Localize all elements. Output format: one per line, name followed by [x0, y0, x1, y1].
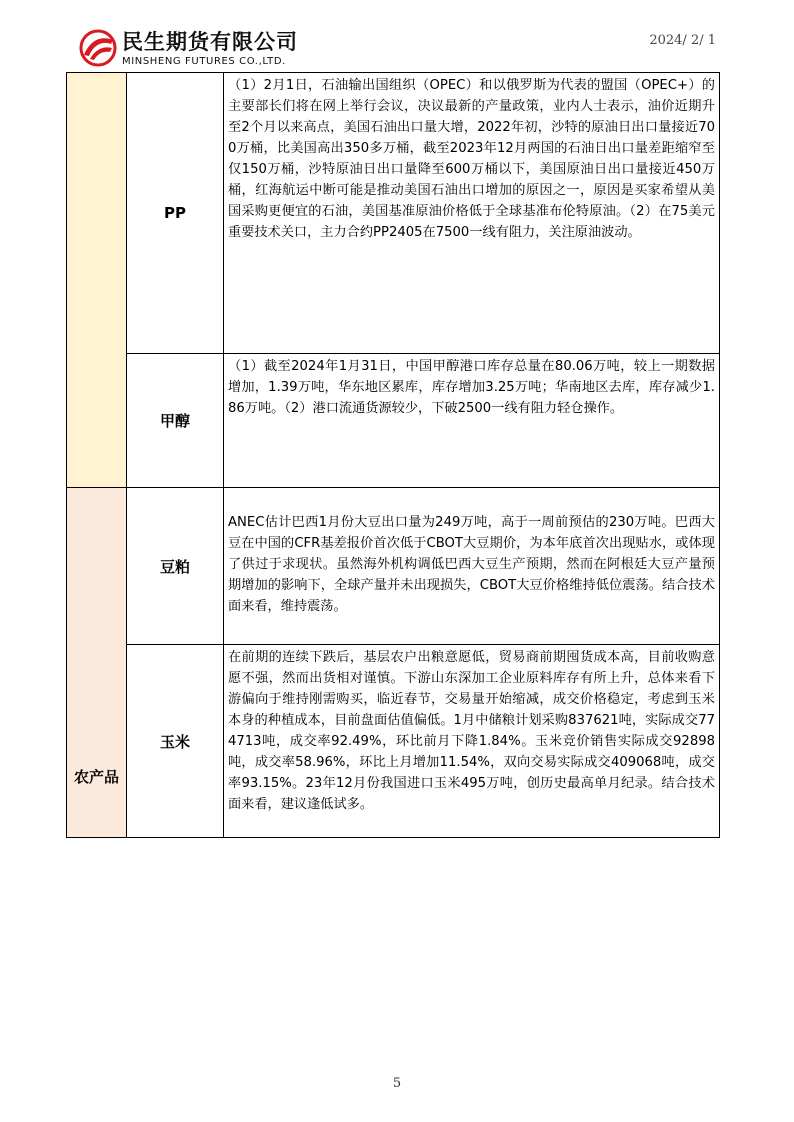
section-label	[67, 437, 126, 487]
commentary-text: ANEC估计巴西1月份大豆出口量为249万吨，高于一周前预估的230万吨。巴西大豆在中国的CFR基差报价首次低于CBOT大豆期价，为本年底首次出现贴水，或体现了供过于求现状。虽然海外机构调低巴西大豆生产预期，然而在阿根廷大豆产量预期增加的影响下，全球产量并未出现损失，CBOT大豆价格维持低位震荡。结合技术面来看，维持震荡。	[228, 515, 715, 614]
product-name: 甲醇	[159, 412, 190, 430]
company-name-en: MINSHENG FUTURES CO.,LTD.	[122, 56, 286, 67]
table-row	[67, 354, 720, 488]
section-label: 农产品	[73, 768, 119, 786]
commentary-cell	[224, 645, 720, 838]
table-row	[67, 488, 720, 645]
table-row	[67, 73, 720, 354]
product-name: PP	[164, 204, 186, 222]
commentary-cell	[224, 73, 720, 354]
commodity-report-table	[66, 72, 720, 838]
table-row	[67, 645, 720, 838]
report-date: 2024/ 2/ 1	[649, 33, 716, 48]
section-cell-agriculture	[67, 488, 127, 838]
product-cell	[127, 645, 224, 838]
commentary-cell	[224, 354, 720, 488]
product-cell	[127, 354, 224, 488]
product-name: 玉米	[159, 732, 190, 751]
company-name-cn: 民生期货有限公司	[122, 30, 298, 54]
commentary-text: （1）2月1日，石油输出国组织（OPEC）和以俄罗斯为代表的盟国（OPEC+）的主要部长们将在网上举行会议，决议最新的产量政策，业内人士表示，油价近期升至2个月以来高点，美国石油出口量大增，2022年初，沙特的原油日出口量接近700万桶，比美国高出350多万桶，截至2023年12月两国的石油日出口量差距缩窄至仅150万桶，沙特原油日出口量降至600万桶以下，美国原油日出口量接近450万桶，红海航运中断可能是推动美国石油出口增加的原因之一，原因是买家希望从美国采购更便宜的石油，美国基准原油价格低于全球基准布伦特原油。（2）在75美元重要技术关口，主力合约PP2405在7500一线有阻力，关注原油波动。	[228, 78, 715, 240]
report-table-wrapper	[66, 72, 719, 838]
product-cell	[127, 488, 224, 645]
page-number: 5	[392, 1076, 402, 1091]
commentary-text: （1）截至2024年1月31日，中国甲醇港口库存总量在80.06万吨，较上一期数据增加，1.39万吨，华东地区累库，库存增加3.25万吨；华南地区去库，库存减少1.86万吨。（2）港口流通货源较少，下破2500一线有阻力轻仓操作。	[228, 359, 715, 416]
product-name: 豆粕	[159, 557, 190, 576]
product-cell	[127, 73, 224, 354]
commentary-text: 在前期的连续下跌后，基层农户出粮意愿低，贸易商前期囤货成本高，目前收购意愿不强，然而出货相对谨慎。下游山东深加工企业原料库存有所上升，总体来看下游偏向于维持刚需购买，临近春节，交易量开始缩减，成交价格稳定，考虑到玉米本身的种植成本，目前盘面估值偏低。1月中储粮计划采购837621吨，实际成交774713吨，成交率92.49%，环比前月下降1.84%。玉米竞价销售实际成交92898吨，成交率58.96%，环比上月增加11.54%，双向交易实际成交409068吨，成交率93.15%。23年12月份我国进口玉米495万吨，创历史最高单月纪录。结合技术面来看，建议逢低试多。	[228, 650, 715, 812]
minsheng-futures-logo-icon	[78, 28, 118, 68]
section-cell-energy	[67, 73, 127, 488]
commentary-cell	[224, 488, 720, 645]
page-header	[0, 0, 794, 72]
